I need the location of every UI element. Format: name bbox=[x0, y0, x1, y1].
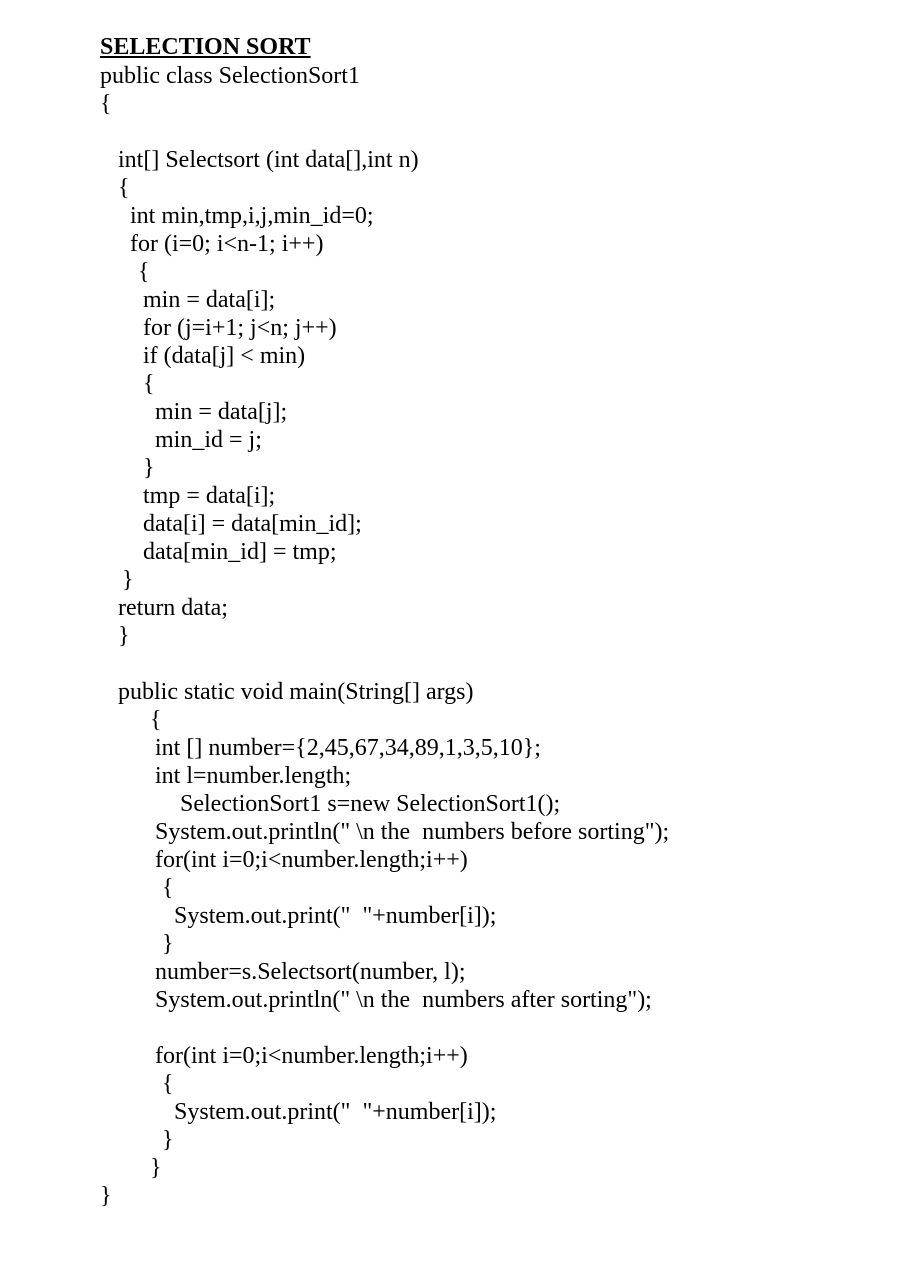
code-line: int l=number.length; bbox=[155, 763, 352, 789]
code-line: { bbox=[162, 875, 174, 901]
code-line: } bbox=[162, 931, 174, 957]
code-line: public class SelectionSort1 bbox=[100, 63, 360, 89]
code-line: } bbox=[118, 623, 130, 649]
document-title: SELECTION SORT bbox=[100, 34, 311, 60]
code-line: min = data[j]; bbox=[155, 399, 288, 425]
code-line: System.out.print(" "+number[i]); bbox=[174, 1099, 497, 1125]
code-line: int [] number={2,45,67,34,89,1,3,5,10}; bbox=[155, 735, 541, 761]
code-line: for(int i=0;i<number.length;i++) bbox=[155, 847, 468, 873]
code-line: for(int i=0;i<number.length;i++) bbox=[155, 1043, 468, 1069]
code-line: } bbox=[150, 1155, 162, 1181]
code-line: { bbox=[150, 707, 162, 733]
code-line: data[i] = data[min_id]; bbox=[143, 511, 362, 537]
code-line: } bbox=[122, 567, 134, 593]
code-line: min_id = j; bbox=[155, 427, 262, 453]
code-line: { bbox=[138, 259, 150, 285]
code-line: { bbox=[143, 371, 155, 397]
code-line: System.out.println(" \n the numbers after sorting"); bbox=[155, 987, 652, 1013]
code-line: min = data[i]; bbox=[143, 287, 276, 313]
code-line: return data; bbox=[118, 595, 228, 621]
code-line: System.out.print(" "+number[i]); bbox=[174, 903, 497, 929]
code-line: public static void main(String[] args) bbox=[118, 679, 474, 705]
code-line: { bbox=[118, 175, 130, 201]
code-line: for (j=i+1; j<n; j++) bbox=[143, 315, 337, 341]
code-line: number=s.Selectsort(number, l); bbox=[155, 959, 466, 985]
code-line: SelectionSort1 s=new SelectionSort1(); bbox=[180, 791, 561, 817]
code-line: if (data[j] < min) bbox=[143, 343, 306, 369]
code-line: data[min_id] = tmp; bbox=[143, 539, 337, 565]
code-line: int[] Selectsort (int data[],int n) bbox=[118, 147, 419, 173]
code-line: } bbox=[100, 1183, 112, 1209]
code-line: tmp = data[i]; bbox=[143, 483, 276, 509]
code-line: { bbox=[100, 91, 112, 117]
code-line: { bbox=[162, 1071, 174, 1097]
code-line: System.out.println(" \n the numbers before sorting"); bbox=[155, 819, 670, 845]
code-line: int min,tmp,i,j,min_id=0; bbox=[130, 203, 374, 229]
code-line: } bbox=[162, 1127, 174, 1153]
code-line: for (i=0; i<n-1; i++) bbox=[130, 231, 324, 257]
code-line: } bbox=[143, 455, 155, 481]
